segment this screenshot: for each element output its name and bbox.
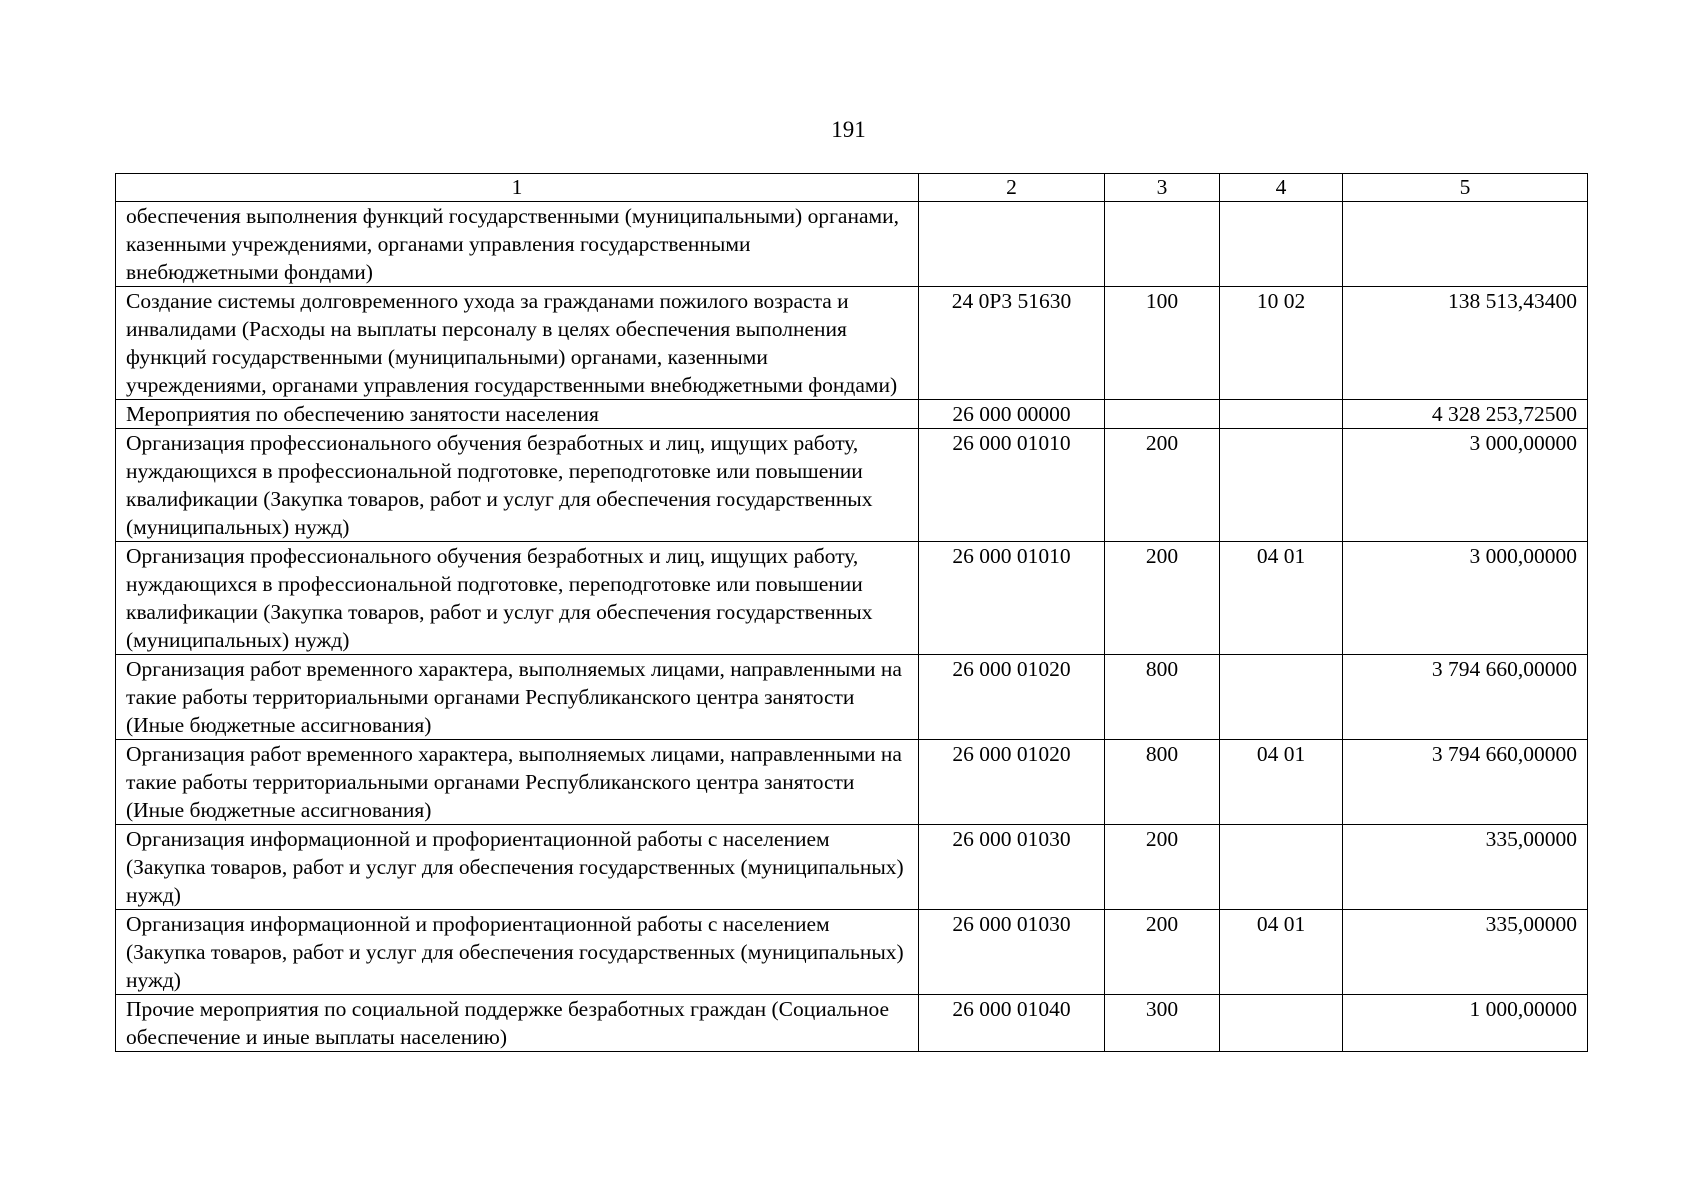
row-sum: 138 513,43400: [1343, 287, 1588, 400]
row-code: 26 000 00000: [919, 400, 1105, 429]
row-sum: 335,00000: [1343, 910, 1588, 995]
row-code: 26 000 01030: [919, 825, 1105, 910]
row-name: обеспечения выполнения функций государственными (муниципальными) органами, казенными учреждениями, органами управления государственными внебюджетными фондами): [116, 202, 919, 287]
row-type: 800: [1105, 655, 1220, 740]
row-name: Организация профессионального обучения безработных и лиц, ищущих работу, нуждающихся в профессиональной подготовке, переподготовке или повышении квалификации (Закупка товаров, работ и услуг для обеспечения государственных (муниципальных) нужд): [116, 542, 919, 655]
table-row: [116, 655, 1588, 740]
row-type: 200: [1105, 910, 1220, 995]
row-code: 24 0P3 51630: [919, 287, 1105, 400]
row-sum: 4 328 253,72500: [1343, 400, 1588, 429]
row-section: [1220, 995, 1343, 1052]
row-sum: [1343, 202, 1588, 287]
row-sum: 3 000,00000: [1343, 429, 1588, 542]
column-header: 4: [1220, 174, 1343, 202]
row-section: 04 01: [1220, 910, 1343, 995]
row-section: 10 02: [1220, 287, 1343, 400]
column-header: 5: [1343, 174, 1588, 202]
row-section: 04 01: [1220, 542, 1343, 655]
table-row: [116, 825, 1588, 910]
row-code: 26 000 01040: [919, 995, 1105, 1052]
row-section: [1220, 400, 1343, 429]
row-type: 200: [1105, 825, 1220, 910]
row-sum: 335,00000: [1343, 825, 1588, 910]
table-row: [116, 542, 1588, 655]
row-sum: 3 000,00000: [1343, 542, 1588, 655]
column-header: 3: [1105, 174, 1220, 202]
row-type: 100: [1105, 287, 1220, 400]
row-name: Организация работ временного характера, выполняемых лицами, направленными на такие работы территориальными органами Республиканского центра занятости (Иные бюджетные ассигнования): [116, 740, 919, 825]
table-row: [116, 400, 1588, 429]
row-section: [1220, 429, 1343, 542]
column-header: 2: [919, 174, 1105, 202]
column-header: 1: [116, 174, 919, 202]
row-type: 200: [1105, 429, 1220, 542]
row-code: [919, 202, 1105, 287]
row-type: [1105, 400, 1220, 429]
row-name: Организация информационной и профориентационной работы с населением (Закупка товаров, работ и услуг для обеспечения государственных (муниципальных) нужд): [116, 910, 919, 995]
table-row: [116, 740, 1588, 825]
table-row: [116, 287, 1588, 400]
row-code: 26 000 01010: [919, 542, 1105, 655]
row-type: [1105, 202, 1220, 287]
row-name: Мероприятия по обеспечению занятости населения: [116, 400, 919, 429]
row-name: Прочие мероприятия по социальной поддержке безработных граждан (Социальное обеспечение и иные выплаты населению): [116, 995, 919, 1052]
row-section: [1220, 655, 1343, 740]
row-type: 300: [1105, 995, 1220, 1052]
row-code: 26 000 01020: [919, 740, 1105, 825]
row-sum: 3 794 660,00000: [1343, 655, 1588, 740]
row-name: Организация информационной и профориентационной работы с населением (Закупка товаров, работ и услуг для обеспечения государственных (муниципальных) нужд): [116, 825, 919, 910]
page-number: 191: [831, 117, 866, 142]
row-section: 04 01: [1220, 740, 1343, 825]
table-row: [116, 202, 1588, 287]
row-name: Организация работ временного характера, выполняемых лицами, направленными на такие работы территориальными органами Республиканского центра занятости (Иные бюджетные ассигнования): [116, 655, 919, 740]
row-code: 26 000 01030: [919, 910, 1105, 995]
row-sum: 3 794 660,00000: [1343, 740, 1588, 825]
row-section: [1220, 202, 1343, 287]
table-header-row: [116, 174, 1588, 202]
row-code: 26 000 01010: [919, 429, 1105, 542]
row-sum: 1 000,00000: [1343, 995, 1588, 1052]
table-row: [116, 995, 1588, 1052]
table-row: [116, 910, 1588, 995]
table-row: [116, 429, 1588, 542]
budget-table: [115, 173, 1588, 1052]
row-name: Создание системы долговременного ухода за гражданами пожилого возраста и инвалидами (Расходы на выплаты персоналу в целях обеспечения выполнения функций государственными (муниципальными) органами, казенными учреждениями, органами управления государственными внебюджетными фондами): [116, 287, 919, 400]
row-type: 800: [1105, 740, 1220, 825]
row-type: 200: [1105, 542, 1220, 655]
row-name: Организация профессионального обучения безработных и лиц, ищущих работу, нуждающихся в профессиональной подготовке, переподготовке или повышении квалификации (Закупка товаров, работ и услуг для обеспечения государственных (муниципальных) нужд): [116, 429, 919, 542]
row-code: 26 000 01020: [919, 655, 1105, 740]
row-section: [1220, 825, 1343, 910]
